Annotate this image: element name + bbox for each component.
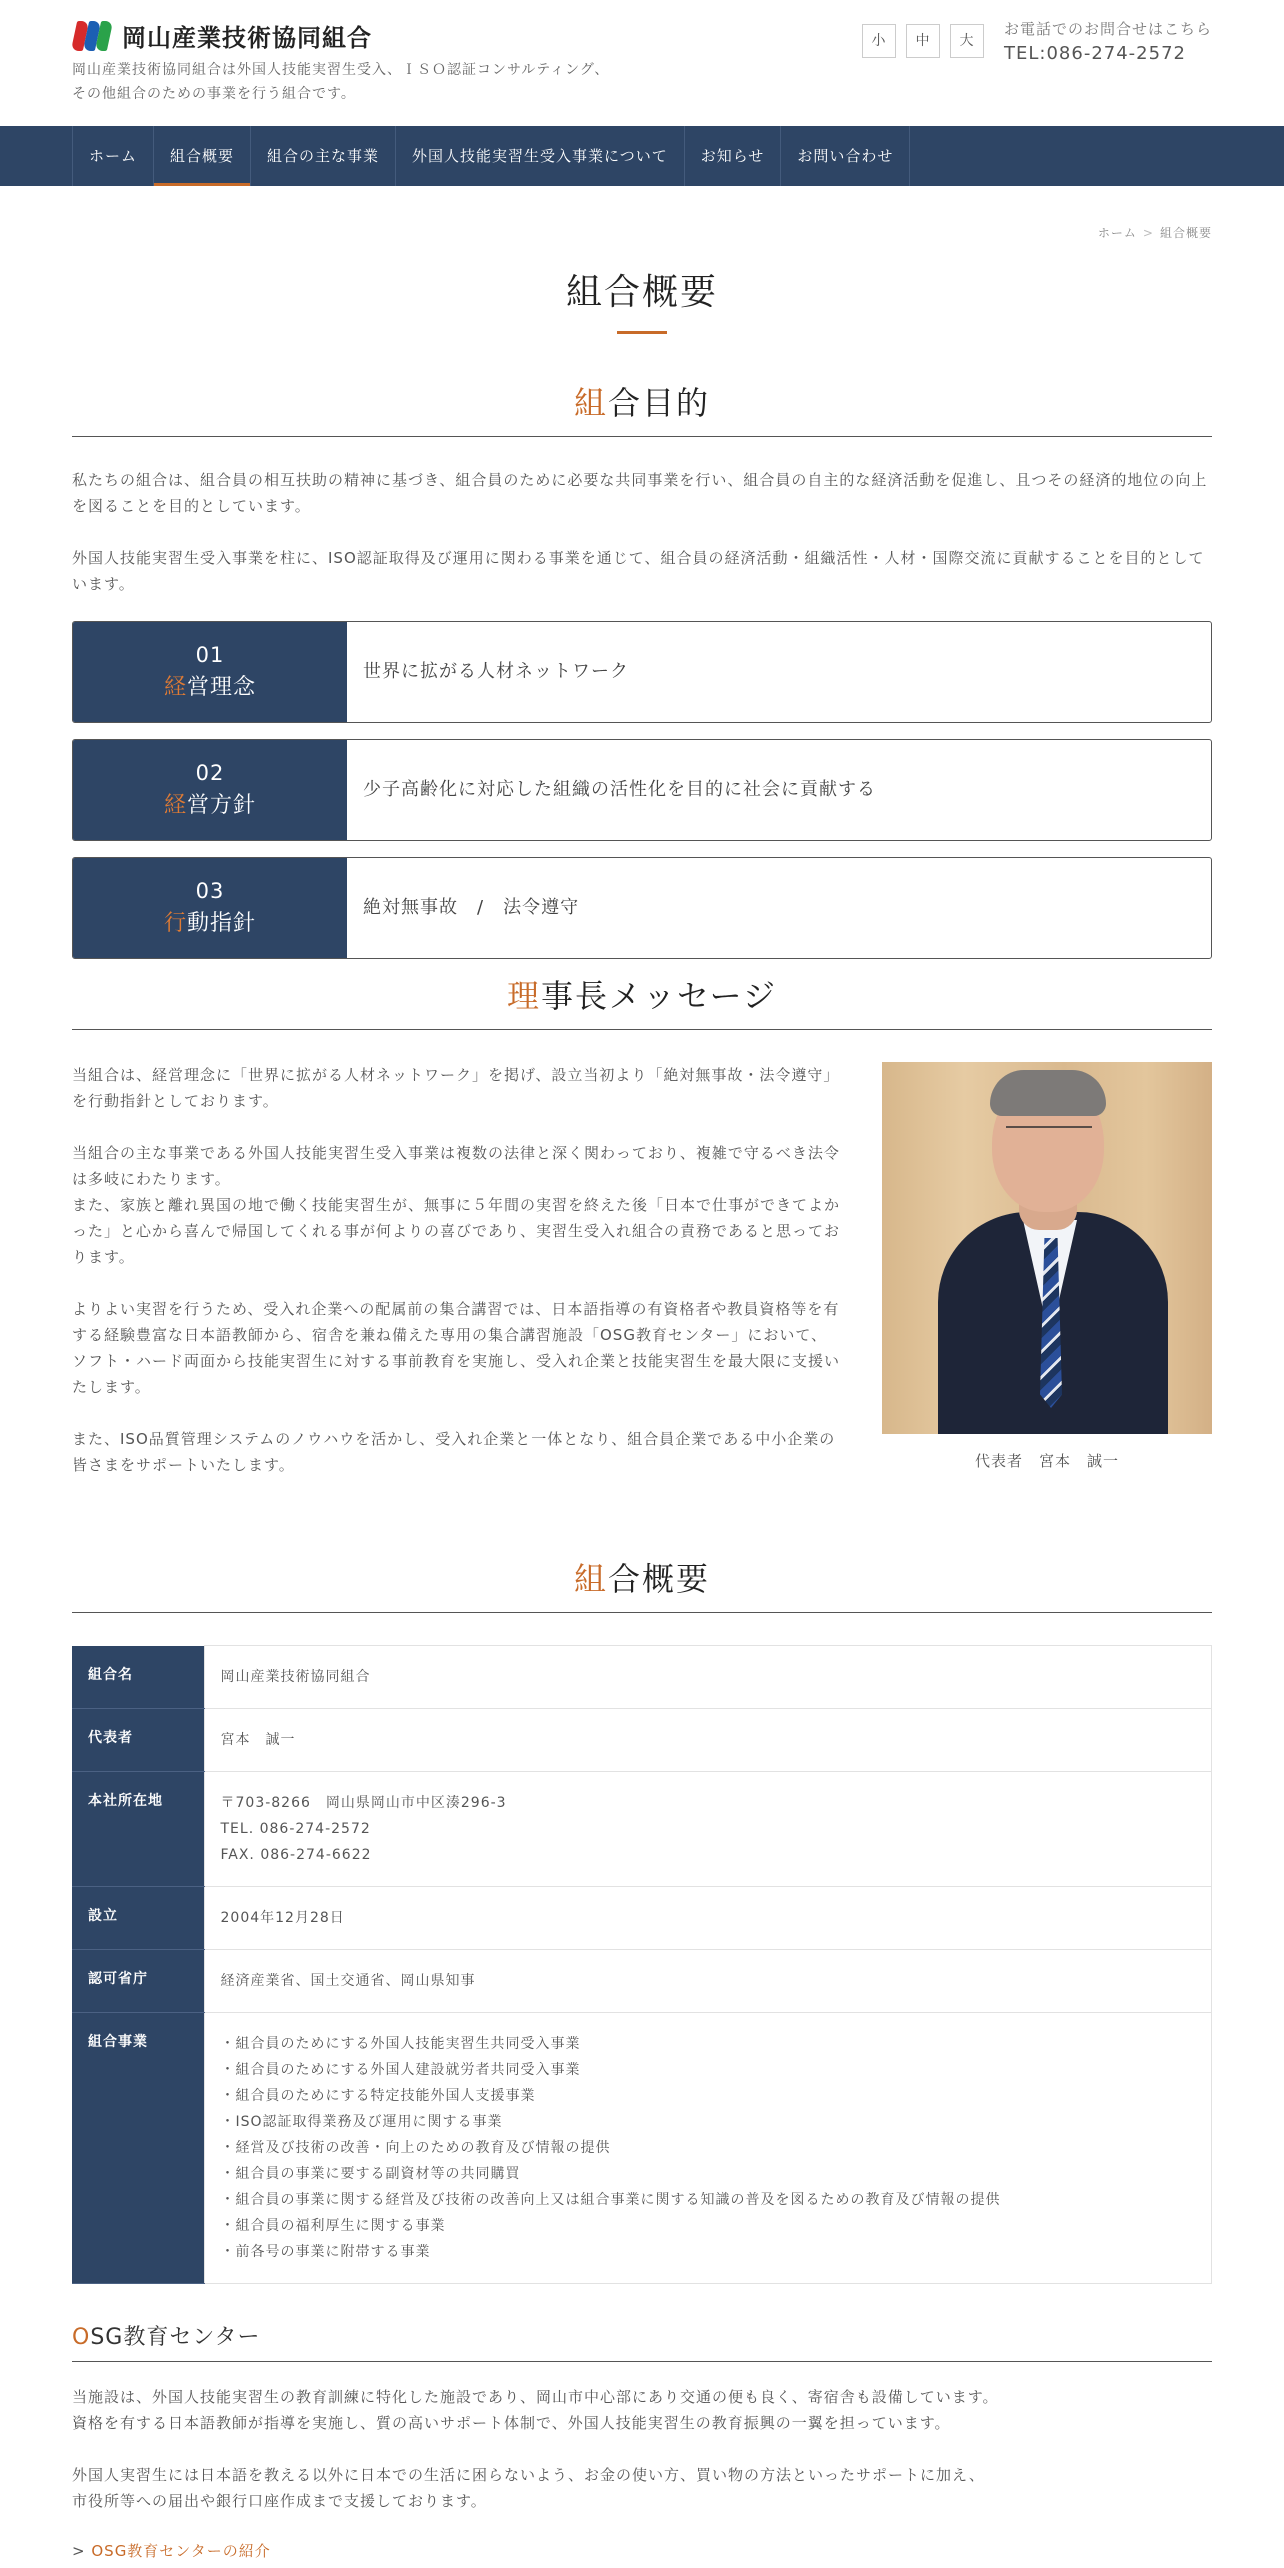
chairman-message [72,1062,1212,1504]
purpose-paragraph-2: 外国人技能実習生受入事業を柱に、ISO認証取得及び運用に関わる事業を通じて、組合員の経済活動・組織活性・人材・国際交流に貢献することを目的としています。 [72,549,1205,593]
nav-item-home[interactable]: ホーム [73,126,154,186]
message-paragraph-2: 当組合の主な事業である外国人技能実習生受入事業は複数の法律と深く関わっており、複雑で守るべき法令は多岐にわたります。 また、家族と離れ異国の地で働く技能実習生が、無事に５年間の実習を終えた後「日本で仕事ができてよかった」と心から喜んで帰国してくれる事が何よりの喜びであり、実習生受入れ組合の責務であると思っております。 [72,1144,841,1266]
table-row [72,1950,1212,2013]
breadcrumb-separator: > [1142,226,1154,240]
logo-icon [72,19,116,53]
overview-table [72,1645,1212,2284]
policy-card [72,621,1212,723]
policy-card-title: 経営理念 [163,675,257,700]
header-contact [1004,18,1212,68]
nav-item-news[interactable]: お知らせ [685,126,782,186]
policy-card-number: 01 [195,643,225,667]
breadcrumb-current: 組合概要 [1159,226,1212,240]
osg-center-link[interactable]: > OSG教育センターの紹介 [72,2542,271,2560]
page-title: 組合概要 [565,272,718,313]
chairman-photo-block [882,1062,1212,1504]
font-size-small-button[interactable]: 小 [862,24,896,58]
purpose-paragraph-1: 私たちの組合は、組合員の相互扶助の精神に基づき、組合員のために必要な共同事業を行い、組合員の自主的な経済活動を促進し、且つその経済的地位の向上を図ることを目的としています。 [72,471,1208,515]
logo-name: 岡山産業技術協同組合 [122,24,372,52]
message-paragraph-1: 当組合は、経営理念に「世界に拡がる人材ネットワーク」を掲げ、設立当初より「絶対無事故・法令遵守」を行動指針としております。 [72,1066,840,1110]
policy-card-label [73,622,347,722]
breadcrumb [72,224,1212,240]
global-nav [0,126,1284,186]
policy-cards [72,621,1212,959]
breadcrumb-home[interactable]: ホーム [1097,226,1137,240]
policy-card-text: 少子高齢化に対応した組織の活性化を目的に社会に貢献する [363,779,876,800]
nav-item-contact[interactable]: お問い合わせ [781,126,910,186]
table-cell-established: 2004年12月28日 [204,1887,1212,1950]
font-size-switcher [862,24,994,58]
policy-card-title: 行動指針 [163,911,257,936]
site-logo[interactable] [72,18,372,53]
table-cell-authority: 経済産業省、国土交通省、岡山県知事 [204,1950,1212,2013]
policy-card [72,739,1212,841]
message-paragraph-4: また、ISO品質管理システムのノウハウを活かし、受入れ企業と一体となり、組合員企業である中小企業の皆さまをサポートいたします。 [72,1430,836,1474]
section-title-osg: OSG教育センター [72,2320,1212,2362]
table-row [72,1646,1212,1709]
message-paragraph-3: よりよい実習を行うため、受入れ企業への配属前の集合講習では、日本語指導の有資格者や教員資格等を有する経験豊富な日本語教師から、宿舎を兼ね備えた専用の集合講習施設「OSG教育センター」において、ソフト・ハード両面から技能実習生に対する事前教育を実施し、受入れ企業と技能実習生を最大限に支援いたします。 [72,1300,841,1396]
policy-card-text: 絶対無事故 / 法令遵守 [363,897,580,918]
site-tagline: 岡山産業技術協同組合は外国人技能実習生受入、ＩＳＯ認証コンサルティング、 その他組合のための事業を行う組合です。 [72,62,610,102]
message-text [72,1062,840,1504]
contact-label: お電話でのお問合せはこちら [1004,20,1213,38]
table-cell-name: 岡山産業技術協同組合 [204,1646,1212,1709]
table-row [72,2013,1212,2284]
table-cell-business: ・組合員のためにする外国人技能実習生共同受入事業 ・組合員のためにする外国人建設就労者共同受入事業 ・組合員のためにする特定技能外国人支援事業 ・ISO認証取得業務及び運用に関する事業 ・経営及び技術の改善・向上のための教育及び情報の提供 ・組合員の事業に要する副資材等の共同購買 ・組合員の事業に関する経営及び技術の改善向上又は組合事業に関する知識の普及を図るための教育及び情報の提供 ・組合員の福利厚生に関する事業 ・前各号の事業に附帯する事業 [204,2013,1212,2284]
table-header-name: 組合名 [72,1646,204,1709]
policy-card-text: 世界に拡がる人材ネットワーク [363,661,629,682]
table-cell-address: 〒703-8266 岡山県岡山市中区湊296-3 TEL. 086-274-2572 FAX. 086-274-6622 [204,1772,1212,1887]
contact-tel[interactable]: TEL:086-274-2572 [1004,43,1186,64]
photo-caption: 代表者 宮本 誠一 [974,1452,1119,1470]
main-content [72,224,1212,2561]
section-title-purpose: 組合目的 [72,378,1212,437]
font-size-large-button[interactable]: 大 [950,24,984,58]
osg-paragraph-1: 当施設は、外国人技能実習生の教育訓練に特化した施設であり、岡山市中心部にあり交通の便も良く、寄宿舎も設備しています。 資格を有する日本語教師が指導を実施し、質の高いサポート体制で、外国人技能実習生の教育振興の一翼を担っています。 [72,2388,999,2432]
title-underline [617,331,667,334]
nav-item-business[interactable]: 組合の主な事業 [251,126,396,186]
policy-card-label [73,740,347,840]
font-size-medium-button[interactable]: 中 [906,24,940,58]
site-header [72,0,1212,126]
table-header-address: 本社所在地 [72,1772,204,1887]
table-header-business: 組合事業 [72,2013,204,2284]
table-row [72,1887,1212,1950]
table-row [72,1772,1212,1887]
osg-paragraph-2: 外国人実習生には日本語を教える以外に日本での生活に困らないよう、お金の使い方、買い物の方法といったサポートに加え、 市役所等への届出や銀行口座作成まで支援しております。 [72,2466,985,2510]
policy-card-label [73,858,347,958]
policy-card-title: 経営方針 [163,793,257,818]
policy-card [72,857,1212,959]
table-row [72,1709,1212,1772]
nav-item-about[interactable]: 組合概要 [154,126,251,186]
table-header-established: 設立 [72,1887,204,1950]
chairman-photo [882,1062,1212,1434]
policy-card-number: 03 [195,879,225,903]
policy-card-number: 02 [195,761,225,785]
section-title-message: 理事長メッセージ [72,971,1212,1030]
table-header-rep: 代表者 [72,1709,204,1772]
table-header-authority: 認可省庁 [72,1950,204,2013]
table-cell-rep: 宮本 誠一 [204,1709,1212,1772]
section-title-overview: 組合概要 [72,1554,1212,1613]
nav-item-trainee[interactable]: 外国人技能実習生受入事業について [396,126,685,186]
